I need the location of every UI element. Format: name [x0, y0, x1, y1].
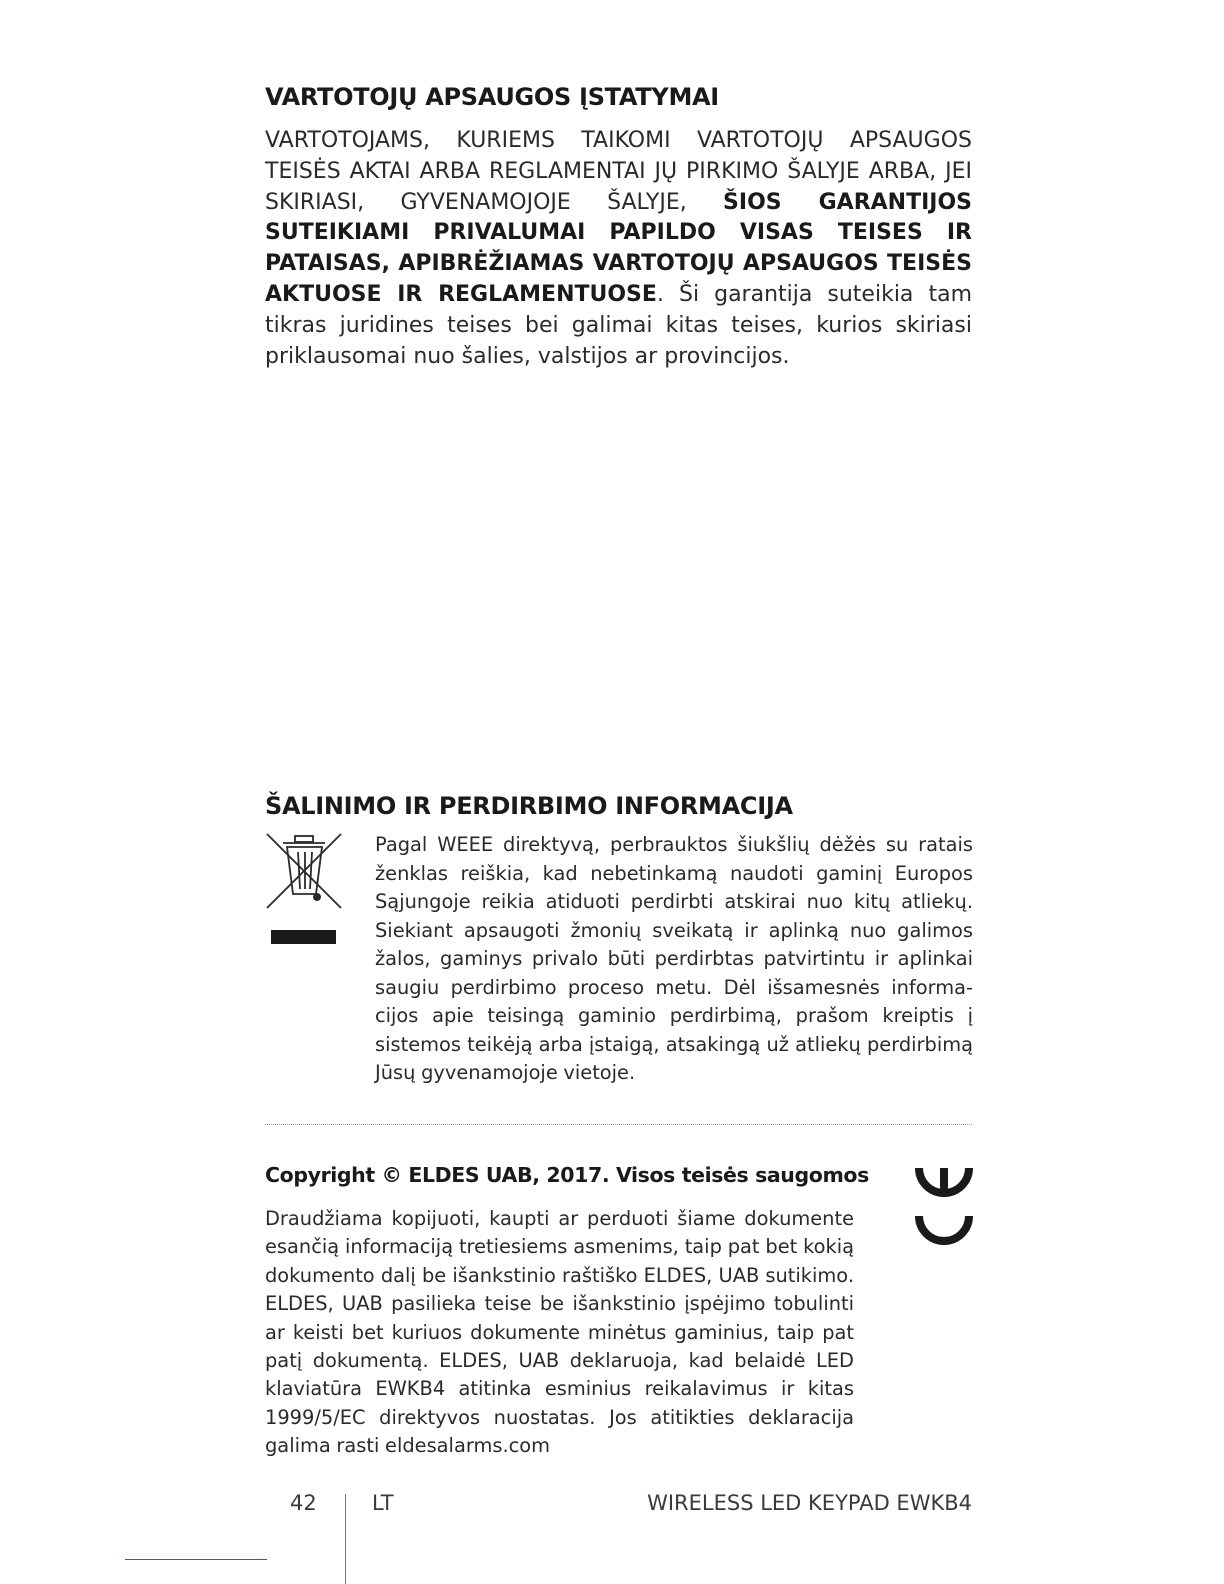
footer-language: LT: [372, 1491, 394, 1515]
consumer-law-text: [265, 126, 972, 372]
corner-rule: [125, 1559, 267, 1560]
consumer-law-rest: . Ši garantija suteikia tam tikras juridines teises bei galimai kitas teises, kurios skiriasi priklausomai nuo šalies, valstijos ar provincijos.: [265, 281, 972, 369]
ce-mark-icon: [912, 1164, 976, 1248]
weee-crossed-bin-icon: [264, 830, 346, 946]
footer-divider: [345, 1494, 346, 1584]
copyright-text: Draudžiama kopijuoti, kaupti ar perduoti šiame dokumente esančią informaciją tretiesiems asmenims, taip pat bet kokią dokumento dalį be išankstinio raštiško ELDES, UAB sutikimo. ELDES, UAB pasilieka teise be išankstinio įspėjimo tobulinti ar keisti bet kuriuos dokumente minėtus gaminius, taip pat patį dokumentą. ELDES, UAB deklaruoja, kad belaidė LED klaviatūra EWKB4 atitinka esminius reikalavimus ir kitas 1999/5/EC direktyvos nuostatas. Jos atitikties deklaracija galima rasti eldesalarms.com: [265, 1207, 854, 1458]
copyright-heading: Copyright © ELDES UAB, 2017. Visos teisės saugomos: [265, 1163, 869, 1187]
disposal-text: Pagal WEEE direktyvą, perbrauktos šiukšlių dėžės su ratais ženklas reiškia, kad nebetinkamą naudoti gaminį Europos Sąjungoje reikia atiduoti perdirbti atskirai nuo kitų atliekų. Siekiant apsaugoti žmonių sveikatą ir aplinką nuo galimos žalos, gaminys privalo būti perdirbtas patvirtintu ir aplinkai saugiu perdirbimo proceso metu. Dėl išsamesnės informacijos apie teisingą gaminio perdirbimą, prašom kreiptis į sistemos teikėją arba įstaigą, atsakingą už atliekų perdirbimą Jūsų gyvenamojoje vietoje.: [375, 833, 973, 1084]
consumer-law-bold: ŠIOS GARANTIJOS SUTEIKIAMI PRIVALUMAI PAPILDO VISAS TEISES IR PATAISAS, APIBRĖŽIAMAS VARTOTOJŲ APSAUGOS TEISĖS AKTUOSE IR REGLAMENTUOSE: [265, 189, 972, 307]
page-number: 42: [290, 1491, 317, 1515]
section-divider: [265, 1124, 972, 1125]
disposal-title: ŠALINIMO IR PERDIRBIMO INFORMACIJA: [265, 792, 793, 820]
consumer-law-intro: VARTOTOJAMS, KURIEMS TAIKOMI VARTOTOJŲ APSAUGOS TEISĖS AKTAI ARBA REGLAMENTAI JŲ PIRKIMO ŠALYJE ARBA, JEI SKIRIASI, GYVENAMOJOJE ŠALYJE,: [265, 128, 972, 215]
consumer-law-title: VARTOTOJŲ APSAUGOS ĮSTATYMAI: [265, 83, 719, 111]
footer-product-title: WIRELESS LED KEYPAD EWKB4: [647, 1491, 972, 1515]
